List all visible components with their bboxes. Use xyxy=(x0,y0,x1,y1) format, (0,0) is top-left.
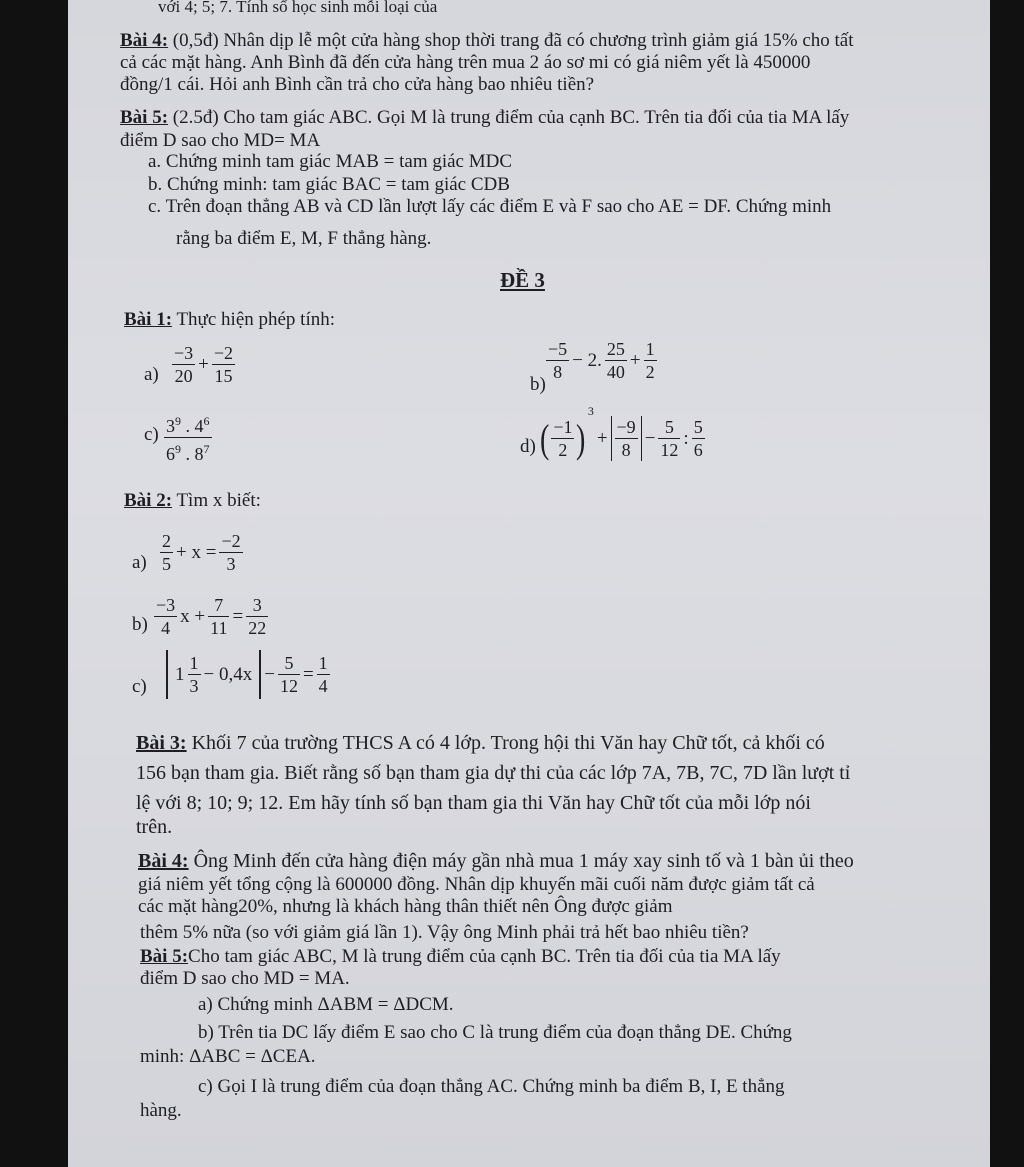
bai5-a: a) Chứng minh ΔABM = ΔDCM. xyxy=(198,994,454,1015)
bai5-label: Bài 5: xyxy=(140,946,189,967)
bai4-line3: các mặt hàng20%, nhưng là khách hàng thân thiết nên Ông được giảm xyxy=(138,896,673,917)
bai1-d-expression: ( $\frac{-1}{2}$ )$^3$+ $\frac{-9}{8}$ − $\frac{5}{12}$ : $\frac{5}{6}$ xyxy=(539,404,703,461)
bai3-line2: 156 bạn tham gia. Biết rằng số bạn tham gia dự thi của các lớp 7A, 7B, 7C, 7D lần lượt tỉ xyxy=(136,762,851,784)
bai3-line4: trên. xyxy=(136,816,173,838)
bai1-a-expression: $\frac{-3}{20}$ + $\frac{-2}{15}$ xyxy=(174,343,234,386)
bai4-line1: Bài 4: Ông Minh đến cửa hàng điện máy gần nhà mua 1 máy xay sinh tố và 1 bàn ủi theo xyxy=(138,850,854,872)
bai5-b2: minh: ΔABC = ΔCEA. xyxy=(140,1046,316,1067)
prev-bai5-line2: điểm D sao cho MD= MA xyxy=(120,130,321,151)
prev-bai5-label: Bài 5: xyxy=(120,107,169,128)
bai1-d-label: d) xyxy=(520,436,536,457)
bai5-line1: Bài 5:Cho tam giác ABC, M là trung điểm của cạnh BC. Trên tia đối của tia MA lấy xyxy=(140,946,781,967)
top-line: với 4; 5; 7. Tính số học sinh mỗi loại của xyxy=(158,0,438,16)
prev-bai5-c2: rằng ba điểm E, M, F thẳng hàng. xyxy=(176,228,432,249)
bai1-a-label: a) xyxy=(144,364,159,385)
bai3-label: Bài 3: xyxy=(136,732,187,754)
bai3-line1: Bài 3: Khối 7 của trường THCS A có 4 lớp. Trong hội thi Văn hay Chữ tốt, cả khối có xyxy=(136,732,825,754)
bai4-line2: giá niêm yết tổng cộng là 600000 đồng. Nhân dịp khuyến mãi cuối năm được giảm tất cả xyxy=(138,874,815,895)
bai5-c1: c) Gọi I là trung điểm của đoạn thẳng AC. Chứng minh ba điểm B, I, E thẳng xyxy=(198,1076,785,1097)
prev-bai4-label: Bài 4: xyxy=(120,30,169,51)
bai2-heading xyxy=(124,490,261,512)
bai2-title: Tìm x biết: xyxy=(176,490,261,511)
bai1-b-expression: $\frac{-5}{8}$ − 2. $\frac{25}{40}$ + $\frac{1}{2}$ xyxy=(548,339,655,382)
bai1-c-expression: $\frac{3^9 . 4^6}{6^9 . 8^7}$ xyxy=(164,410,212,465)
bai2-label: Bài 2: xyxy=(124,490,173,511)
bai2-a-expression: $\frac{2}{5}$ + x = $\frac{-2}{3}$ xyxy=(162,531,241,574)
prev-bai5-b: b. Chứng minh: tam giác BAC = tam giác CDB xyxy=(148,174,510,195)
bai2-b-label: b) xyxy=(132,614,148,635)
prev-bai5-c1: c. Trên đoạn thẳng AB và CD lần lượt lấy các điểm E và F sao cho AE = DF. Chứng minh xyxy=(148,196,832,217)
bai1-label: Bài 1: xyxy=(124,309,173,330)
prev-bai4-line1: Bài 4: (0,5đ) Nhân dịp lễ một cửa hàng shop thời trang đã có chương trình giảm giá 15% cho tất xyxy=(120,30,854,51)
bai2-c-expression: 1 $\frac{1}{3}$ − 0,4x − $\frac{5}{12}$ = $\frac{1}{4}$ xyxy=(166,650,330,699)
bai2-b-expression: $\frac{-3}{4}$ x + $\frac{7}{11}$ = $\frac{3}{22}$ xyxy=(156,595,267,638)
prev-bai5-line1: Bài 5: (2.5đ) Cho tam giác ABC. Gọi M là trung điểm của cạnh BC. Trên tia đối của tia MA lấy xyxy=(120,107,850,128)
bai4-line4: thêm 5% nữa (so với giảm giá lần 1). Vậy ông Minh phải trả hết bao nhiêu tiền? xyxy=(140,922,749,943)
prev-bai4-line3: đồng/1 cái. Hỏi anh Bình cần trả cho cửa hàng bao nhiêu tiền? xyxy=(120,74,595,95)
bai5-c2: hàng. xyxy=(140,1100,182,1121)
bai2-c-label: c) xyxy=(132,676,147,697)
bai2-a-label: a) xyxy=(132,552,147,573)
bai4-label: Bài 4: xyxy=(138,850,189,872)
bai5-line2: điểm D sao cho MD = MA. xyxy=(140,968,350,989)
bai1-title: Thực hiện phép tính: xyxy=(176,309,336,330)
document-page xyxy=(68,0,990,1167)
bai5-b1: b) Trên tia DC lấy điểm E sao cho C là trung điểm của đoạn thẳng DE. Chứng xyxy=(198,1022,792,1043)
bai1-c-label: c) xyxy=(144,424,159,445)
prev-bai5-a: a. Chứng minh tam giác MAB = tam giác MDC xyxy=(148,151,513,172)
bai3-line3: lệ với 8; 10; 9; 12. Em hãy tính số bạn tham gia thi Văn hay Chữ tốt của mỗi lớp nói xyxy=(136,792,811,814)
bai1-b-label: b) xyxy=(530,374,546,395)
exam-title: ĐỀ 3 xyxy=(500,268,545,292)
prev-bai4-line2: cả các mặt hàng. Anh Bình đã đến cửa hàng trên mua 2 áo sơ mi có giá niêm yết là 450000 xyxy=(120,52,811,73)
bai1-heading xyxy=(124,309,335,331)
